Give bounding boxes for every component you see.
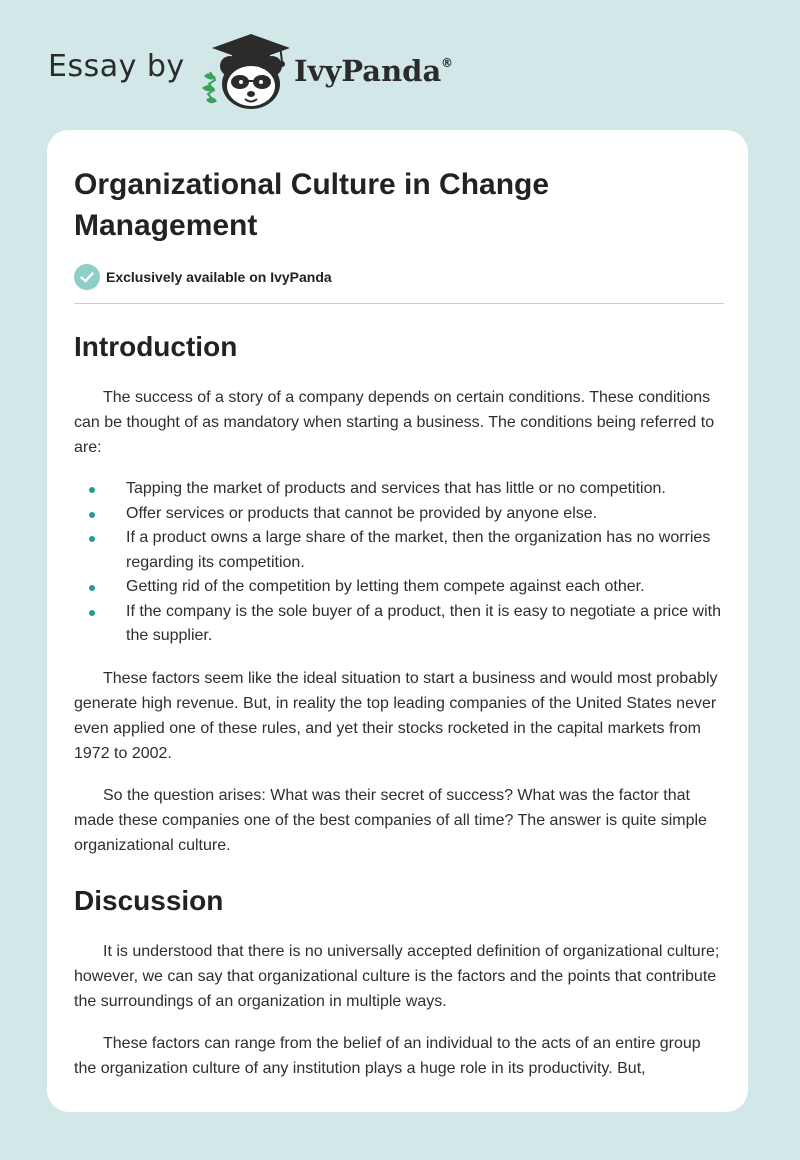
- list-item: [74, 477, 724, 502]
- paragraph: It is understood that there is no universally accepted definition of organizational culture; however, we can say that organizational culture is the factors and the points that contribute the surroundings of an organization in multiple ways.: [74, 942, 720, 1010]
- bullet-icon: [89, 512, 95, 518]
- brand-name[interactable]: IvyPanda: [294, 54, 442, 88]
- list-item-text: Offer services or products that cannot be provided by anyone else.: [126, 504, 598, 522]
- section-heading-discussion: Discussion: [74, 884, 224, 916]
- article-title: Organizational Culture in Change Management: [74, 168, 550, 242]
- conditions-list: [74, 477, 724, 649]
- exclusive-badge: [74, 263, 724, 291]
- list-item: [74, 575, 724, 600]
- article-card: [47, 130, 748, 1112]
- essay-by-label: Essay by: [48, 49, 185, 84]
- paragraph: So the question arises: What was their secret of success? What was the factor that made these companies one of the best companies of all time? The answer is quite simple organizational culture.: [74, 786, 707, 854]
- panda-logo-icon[interactable]: [200, 28, 292, 114]
- list-item: [74, 502, 724, 527]
- list-item-text: If a product owns a large share of the market, then the organization has no worries regarding its competition.: [126, 529, 711, 571]
- registered-mark: ®: [441, 56, 453, 70]
- paragraph: These factors can range from the belief of an individual to the acts of an entire group the organization culture of any institution plays a huge role in its productivity. But,: [74, 1034, 701, 1077]
- site-header: [48, 28, 508, 114]
- paragraph: The success of a story of a company depends on certain conditions. These conditions can be thought of as mandatory when starting a business. The conditions being referred to are:: [74, 389, 715, 456]
- list-item: [74, 526, 724, 575]
- list-item-text: Tapping the market of products and services that has little or no competition.: [126, 480, 666, 497]
- article-content: [74, 164, 724, 1081]
- section-heading-introduction: Introduction: [74, 331, 238, 362]
- bullet-icon: [89, 487, 95, 493]
- list-item-text: If the company is the sole buyer of a product, then it is easy to negotiate a price with the supplier.: [126, 602, 721, 644]
- bullet-icon: [89, 536, 95, 542]
- check-circle-icon: [74, 264, 100, 290]
- list-item-text: Getting rid of the competition by letting them compete against each other.: [126, 578, 645, 595]
- bullet-icon: [89, 585, 95, 591]
- exclusive-label: Exclusively available on IvyPanda: [106, 269, 332, 285]
- list-item: [74, 600, 724, 649]
- divider: [74, 303, 724, 304]
- paragraph: These factors seem like the ideal situation to start a business and would most probably generate high revenue. But, in reality the top leading companies of the United States never even applied one of these rules, and yet their stocks rocketed in the capital markets from 1972 to 2002.: [74, 669, 718, 762]
- bullet-icon: [89, 610, 95, 616]
